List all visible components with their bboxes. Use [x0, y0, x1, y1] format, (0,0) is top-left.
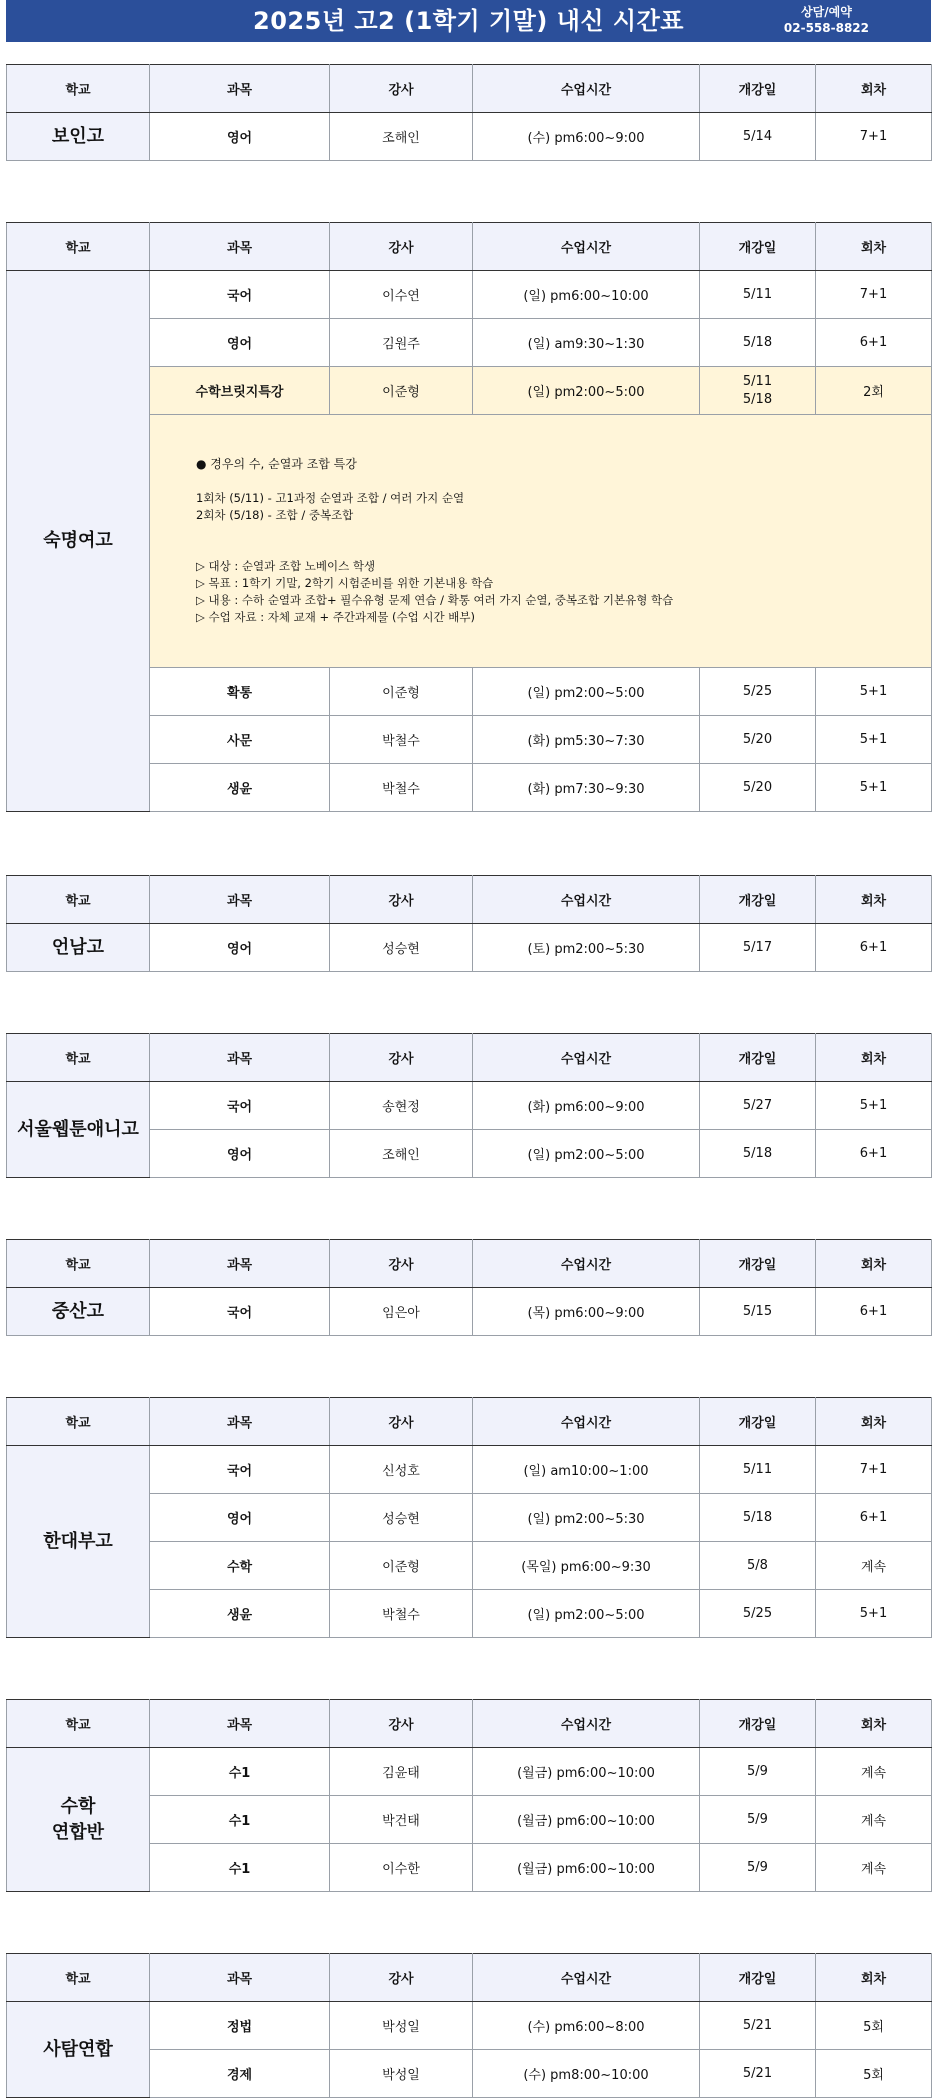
- subject-cell: 영어: [150, 1130, 330, 1178]
- column-header-subject: 과목: [150, 1034, 330, 1082]
- table-row: [7, 2002, 932, 2050]
- column-header-start: 개강일: [700, 223, 816, 271]
- column-header-subject: 과목: [150, 223, 330, 271]
- column-header-teacher: 강사: [330, 1700, 473, 1748]
- column-header-time: 수업시간: [473, 1240, 700, 1288]
- subject-cell: 수1: [150, 1844, 330, 1892]
- schedule-table-eonnam: [6, 875, 932, 972]
- start-date-cell: 5/21: [700, 2050, 816, 2098]
- subject-cell: 영어: [150, 113, 330, 161]
- sessions-cell: 계속: [816, 1796, 932, 1844]
- schedule-table-boin: [6, 64, 932, 161]
- sessions-cell: 계속: [816, 1748, 932, 1796]
- table-row: [7, 271, 932, 319]
- time-cell: (화) pm7:30~9:30: [473, 764, 700, 812]
- time-cell: (화) pm5:30~7:30: [473, 716, 700, 764]
- start-date-cell: 5/9: [700, 1796, 816, 1844]
- subject-cell: 생윤: [150, 764, 330, 812]
- teacher-cell: 이준형: [330, 1542, 473, 1590]
- teacher-cell: 임은아: [330, 1288, 473, 1336]
- table-row: [7, 1446, 932, 1494]
- time-cell: (일) pm6:00~10:00: [473, 271, 700, 319]
- sessions-cell: 2회: [816, 367, 932, 415]
- subject-cell: 경제: [150, 2050, 330, 2098]
- table-header-row: [7, 1954, 932, 2002]
- subject-cell: 수학브릿지특강: [150, 367, 330, 415]
- sessions-cell: 계속: [816, 1542, 932, 1590]
- time-cell: (월금) pm6:00~10:00: [473, 1844, 700, 1892]
- subject-cell: 영어: [150, 319, 330, 367]
- column-header-time: 수업시간: [473, 65, 700, 113]
- start-date-cell: 5/27: [700, 1082, 816, 1130]
- sessions-cell: 6+1: [816, 1494, 932, 1542]
- subject-cell: 사문: [150, 716, 330, 764]
- teacher-cell: 박성일: [330, 2002, 473, 2050]
- column-header-sessions: 회차: [816, 876, 932, 924]
- sessions-cell: 5+1: [816, 668, 932, 716]
- contact-info[interactable]: [784, 4, 869, 36]
- teacher-cell: 이수한: [330, 1844, 473, 1892]
- teacher-cell: 이수연: [330, 271, 473, 319]
- school-name: [7, 1748, 150, 1892]
- start-date-first: 5/11: [742, 373, 773, 389]
- column-header-time: 수업시간: [473, 876, 700, 924]
- time-cell: (일) pm2:00~5:00: [473, 668, 700, 716]
- subject-cell: 국어: [150, 1082, 330, 1130]
- sessions-cell: 5+1: [816, 1590, 932, 1638]
- teacher-cell: 박철수: [330, 1590, 473, 1638]
- column-header-sessions: 회차: [816, 1954, 932, 2002]
- start-date-cell: 5/18: [700, 1130, 816, 1178]
- note-detail-line: ▷ 목표 : 1학기 기말, 2학기 시험준비를 위한 기본내용 학습: [196, 576, 494, 590]
- school-name: 숙명여고: [7, 271, 150, 812]
- note-detail-line: ▷ 내용 : 수하 순열과 조합+ 필수유형 문제 연습 / 확통 여러 가지 순열, 중복조합 기본유형 학습: [196, 593, 674, 607]
- column-header-teacher: 강사: [330, 1034, 473, 1082]
- column-header-teacher: 강사: [330, 65, 473, 113]
- schedule-table-sookmyung: [6, 222, 932, 812]
- column-header-start: 개강일: [700, 876, 816, 924]
- teacher-cell: 성승현: [330, 1494, 473, 1542]
- column-header-start: 개강일: [700, 1700, 816, 1748]
- column-header-subject: 과목: [150, 65, 330, 113]
- time-cell: (목) pm6:00~9:00: [473, 1288, 700, 1336]
- time-cell: (일) pm2:00~5:00: [473, 1130, 700, 1178]
- teacher-cell: 송현정: [330, 1082, 473, 1130]
- note-session-line: 1회차 (5/11) - 고1과정 순열과 조합 / 여러 가지 순열: [196, 491, 465, 505]
- teacher-cell: 성승현: [330, 924, 473, 972]
- time-cell: (일) am10:00~1:00: [473, 1446, 700, 1494]
- table-header-row: [7, 1034, 932, 1082]
- time-cell: (수) pm6:00~8:00: [473, 2002, 700, 2050]
- sessions-cell: 7+1: [816, 113, 932, 161]
- column-header-time: 수업시간: [473, 1954, 700, 2002]
- column-header-time: 수업시간: [473, 223, 700, 271]
- school-name: 한대부고: [7, 1446, 150, 1638]
- teacher-cell: 신성호: [330, 1446, 473, 1494]
- column-header-time: 수업시간: [473, 1034, 700, 1082]
- column-header-school: 학교: [7, 223, 150, 271]
- page-title: 2025년 고2 (1학기 기말) 내신 시간표: [253, 7, 684, 35]
- sessions-cell: 5+1: [816, 716, 932, 764]
- sessions-cell: 6+1: [816, 319, 932, 367]
- schedule-table-jungsan: [6, 1239, 932, 1336]
- subject-cell: 정법: [150, 2002, 330, 2050]
- start-date-cell: 5/8: [700, 1542, 816, 1590]
- schedule-table-seoul-webtoon: [6, 1033, 932, 1178]
- column-header-school: 학교: [7, 65, 150, 113]
- sessions-cell: 5+1: [816, 1082, 932, 1130]
- start-date-cell: 5/15: [700, 1288, 816, 1336]
- column-header-start: 개강일: [700, 65, 816, 113]
- teacher-cell: 조해인: [330, 113, 473, 161]
- teacher-cell: 김윤태: [330, 1748, 473, 1796]
- start-date-cell: 5/14: [700, 113, 816, 161]
- column-header-subject: 과목: [150, 1240, 330, 1288]
- start-date-cell: [700, 367, 816, 415]
- column-header-time: 수업시간: [473, 1700, 700, 1748]
- time-cell: (목일) pm6:00~9:30: [473, 1542, 700, 1590]
- column-header-school: 학교: [7, 1398, 150, 1446]
- column-header-teacher: 강사: [330, 1240, 473, 1288]
- start-date-cell: 5/11: [700, 271, 816, 319]
- note-heading: ● 경우의 수, 순열과 조합 특강: [196, 457, 357, 471]
- column-header-sessions: 회차: [816, 1240, 932, 1288]
- note-detail-line: ▷ 대상 : 순열과 조합 노베이스 학생: [196, 559, 376, 573]
- sessions-cell: 6+1: [816, 924, 932, 972]
- table-header-row: [7, 876, 932, 924]
- sessions-cell: 5회: [816, 2002, 932, 2050]
- school-name-line2: 연합반: [51, 1821, 105, 1843]
- sessions-cell: 7+1: [816, 1446, 932, 1494]
- sessions-cell: 7+1: [816, 271, 932, 319]
- school-name: 사탐연합: [7, 2002, 150, 2098]
- school-name: 언남고: [7, 924, 150, 972]
- column-header-school: 학교: [7, 1700, 150, 1748]
- sessions-cell: 6+1: [816, 1130, 932, 1178]
- contact-phone[interactable]: 02-558-8822: [783, 21, 869, 35]
- column-header-sessions: 회차: [816, 65, 932, 113]
- teacher-cell: 이준형: [330, 367, 473, 415]
- column-header-sessions: 회차: [816, 1398, 932, 1446]
- schedule-table-math-union: [6, 1699, 932, 1892]
- column-header-sessions: 회차: [816, 223, 932, 271]
- sessions-cell: 계속: [816, 1844, 932, 1892]
- school-name: 서울웹툰애니고: [7, 1082, 150, 1178]
- column-header-start: 개강일: [700, 1034, 816, 1082]
- time-cell: (토) pm2:00~5:30: [473, 924, 700, 972]
- table-header-row: [7, 1398, 932, 1446]
- subject-cell: 국어: [150, 271, 330, 319]
- table-header-row: [7, 223, 932, 271]
- sessions-cell: 5회: [816, 2050, 932, 2098]
- column-header-subject: 과목: [150, 876, 330, 924]
- table-row: [7, 1288, 932, 1336]
- page-header: [6, 0, 931, 42]
- subject-cell: 영어: [150, 1494, 330, 1542]
- column-header-school: 학교: [7, 1034, 150, 1082]
- note-session-line: 2회차 (5/18) - 조합 / 중복조합: [196, 508, 354, 522]
- subject-cell: 확통: [150, 668, 330, 716]
- school-name-line1: 수학: [60, 1795, 96, 1817]
- sessions-cell: 5+1: [816, 764, 932, 812]
- start-date-cell: 5/25: [700, 1590, 816, 1638]
- table-header-row: [7, 65, 932, 113]
- schedule-table-handae: [6, 1397, 932, 1638]
- school-name: 보인고: [7, 113, 150, 161]
- start-date-cell: 5/17: [700, 924, 816, 972]
- teacher-cell: 박건태: [330, 1796, 473, 1844]
- time-cell: (일) pm2:00~5:00: [473, 367, 700, 415]
- subject-cell: 수학: [150, 1542, 330, 1590]
- table-row: [7, 113, 932, 161]
- special-lecture-note: [150, 415, 932, 668]
- subject-cell: 영어: [150, 924, 330, 972]
- subject-cell: 수1: [150, 1796, 330, 1844]
- column-header-subject: 과목: [150, 1398, 330, 1446]
- table-row: [7, 1082, 932, 1130]
- contact-label: 상담/예약: [801, 5, 852, 19]
- subject-cell: 생윤: [150, 1590, 330, 1638]
- column-header-start: 개강일: [700, 1240, 816, 1288]
- subject-cell: 국어: [150, 1446, 330, 1494]
- column-header-teacher: 강사: [330, 876, 473, 924]
- time-cell: (수) pm8:00~10:00: [473, 2050, 700, 2098]
- teacher-cell: 이준형: [330, 668, 473, 716]
- teacher-cell: 박철수: [330, 764, 473, 812]
- start-date-cell: 5/21: [700, 2002, 816, 2050]
- column-header-subject: 과목: [150, 1700, 330, 1748]
- column-header-start: 개강일: [700, 1398, 816, 1446]
- time-cell: (일) pm2:00~5:30: [473, 1494, 700, 1542]
- start-date-cell: 5/9: [700, 1844, 816, 1892]
- column-header-school: 학교: [7, 1240, 150, 1288]
- school-name: 중산고: [7, 1288, 150, 1336]
- teacher-cell: 김원주: [330, 319, 473, 367]
- teacher-cell: 박철수: [330, 716, 473, 764]
- time-cell: (수) pm6:00~9:00: [473, 113, 700, 161]
- column-header-teacher: 강사: [330, 1954, 473, 2002]
- column-header-school: 학교: [7, 1954, 150, 2002]
- start-date-cell: 5/20: [700, 764, 816, 812]
- teacher-cell: 박성일: [330, 2050, 473, 2098]
- column-header-subject: 과목: [150, 1954, 330, 2002]
- column-header-school: 학교: [7, 876, 150, 924]
- teacher-cell: 조해인: [330, 1130, 473, 1178]
- column-header-time: 수업시간: [473, 1398, 700, 1446]
- time-cell: (화) pm6:00~9:00: [473, 1082, 700, 1130]
- start-date-cell: 5/18: [700, 1494, 816, 1542]
- table-header-row: [7, 1240, 932, 1288]
- start-date-cell: 5/18: [700, 319, 816, 367]
- schedule-table-social-union: [6, 1953, 932, 2098]
- column-header-start: 개강일: [700, 1954, 816, 2002]
- time-cell: (일) pm2:00~5:00: [473, 1590, 700, 1638]
- time-cell: (월금) pm6:00~10:00: [473, 1796, 700, 1844]
- subject-cell: 국어: [150, 1288, 330, 1336]
- note-detail-line: ▷ 수업 자료 : 자체 교재 + 주간과제물 (수업 시간 배부): [196, 610, 475, 624]
- table-row: [7, 924, 932, 972]
- column-header-sessions: 회차: [816, 1034, 932, 1082]
- table-header-row: [7, 1700, 932, 1748]
- subject-cell: 수1: [150, 1748, 330, 1796]
- column-header-teacher: 강사: [330, 1398, 473, 1446]
- start-date-cell: 5/25: [700, 668, 816, 716]
- start-date-cell: 5/9: [700, 1748, 816, 1796]
- start-date-cell: 5/20: [700, 716, 816, 764]
- time-cell: (월금) pm6:00~10:00: [473, 1748, 700, 1796]
- column-header-teacher: 강사: [330, 223, 473, 271]
- start-date-cell: 5/11: [700, 1446, 816, 1494]
- start-date-second: 5/18: [742, 391, 773, 407]
- column-header-sessions: 회차: [816, 1700, 932, 1748]
- table-row: [7, 1748, 932, 1796]
- sessions-cell: 6+1: [816, 1288, 932, 1336]
- time-cell: (일) am9:30~1:30: [473, 319, 700, 367]
